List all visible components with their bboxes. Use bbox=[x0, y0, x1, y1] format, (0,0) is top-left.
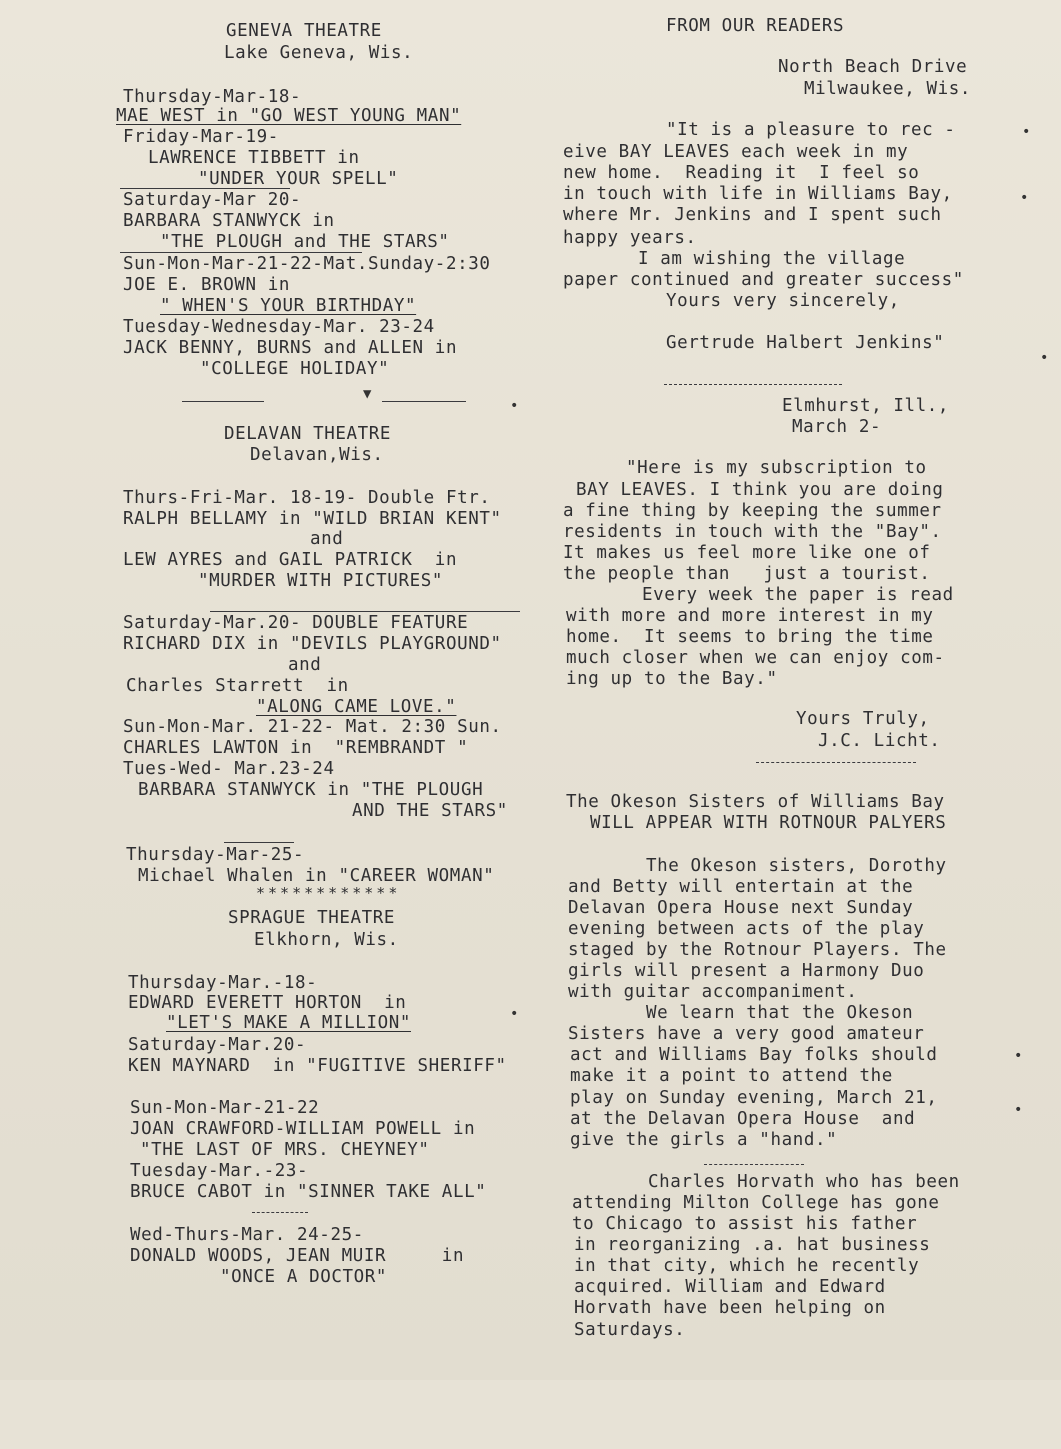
news-headline: WILL APPEAR WITH ROTNOUR PALYERS bbox=[590, 813, 947, 833]
letter-line: It makes us feel more like one of bbox=[563, 543, 931, 563]
listing-line: Wed-Thurs-Mar. 24-25- bbox=[130, 1225, 364, 1245]
news-line: give the girls a "hand." bbox=[570, 1130, 838, 1150]
news-line: We learn that the Okeson bbox=[646, 1003, 914, 1023]
letter-line: I am wishing the village bbox=[638, 249, 906, 269]
asterisk-divider: ************ bbox=[256, 884, 401, 902]
margin-mark: • bbox=[510, 398, 519, 414]
listing-line: LEW AYRES and GAIL PATRICK in bbox=[123, 550, 458, 570]
listing-line: Thursday-Mar-18- bbox=[123, 87, 302, 107]
listing-line: Saturday-Mar.20- bbox=[128, 1035, 307, 1055]
listing-line: Sun-Mon-Mar-21-22 bbox=[130, 1098, 320, 1118]
news-line: to Chicago to assist his father bbox=[572, 1214, 918, 1234]
section-divider bbox=[224, 842, 294, 843]
listing-line: JACK BENNY, BURNS and ALLEN in bbox=[123, 338, 458, 358]
letter-line: home. It seems to bring the time bbox=[566, 627, 934, 647]
letter-line: a fine thing by keeping the summer bbox=[563, 501, 942, 521]
news-line: Sisters have a very good amateur bbox=[568, 1024, 925, 1044]
letter1-signature: Gertrude Halbert Jenkins" bbox=[666, 333, 945, 353]
underline-rule bbox=[210, 611, 520, 612]
letter-line: ing up to the Bay." bbox=[566, 669, 778, 689]
delavan-theatre-name: DELAVAN THEATRE bbox=[224, 424, 392, 444]
listing-line: "ALONG CAME LOVE." bbox=[256, 697, 457, 717]
listing-line: CHARLES LAWTON in "REMBRANDT " bbox=[123, 738, 469, 758]
news-line: girls will present a Harmony Duo bbox=[568, 961, 925, 981]
news-line: Saturdays. bbox=[574, 1320, 686, 1340]
section-divider bbox=[182, 401, 264, 402]
news-line: act and Williams Bay folks should bbox=[570, 1045, 938, 1065]
margin-mark: • bbox=[1020, 190, 1029, 206]
listing-line: LAWRENCE TIBBETT in bbox=[148, 148, 360, 168]
letter-line: "It is a pleasure to rec - bbox=[666, 120, 956, 140]
listing-line: Saturday-Mar 20- bbox=[123, 190, 302, 210]
listing-line: BRUCE CABOT in "SINNER TAKE ALL" bbox=[130, 1182, 487, 1202]
listing-line: RICHARD DIX in "DEVILS PLAYGROUND" bbox=[123, 634, 502, 654]
readers-column bbox=[560, 0, 1023, 1344]
listing-line: Tuesday-Wednesday-Mar. 23-24 bbox=[123, 317, 435, 337]
news-line: Charles Horvath who has been bbox=[648, 1172, 960, 1192]
section-divider bbox=[756, 762, 916, 763]
section-divider bbox=[252, 1212, 308, 1213]
letter-line: BAY LEAVES. I think you are doing bbox=[576, 480, 944, 500]
listing-line: "MURDER WITH PICTURES" bbox=[198, 571, 443, 591]
listing-line: Friday-Mar-19- bbox=[123, 127, 279, 147]
listing-line: Charles Starrett in bbox=[126, 676, 349, 696]
listing-line: " WHEN'S YOUR BIRTHDAY" bbox=[160, 296, 417, 316]
geneva-theatre-place: Lake Geneva, Wis. bbox=[224, 43, 414, 63]
listing-line: and bbox=[288, 655, 322, 675]
letter-line: paper continued and greater success" bbox=[563, 270, 964, 290]
news-headline: The Okeson Sisters of Williams Bay bbox=[566, 792, 945, 812]
listing-line: "ONCE A DOCTOR" bbox=[220, 1267, 388, 1287]
margin-mark: • bbox=[1014, 1102, 1023, 1118]
news-line: acquired. William and Edward bbox=[574, 1277, 886, 1297]
news-line: in reorganizing .a. hat business bbox=[574, 1235, 931, 1255]
news-line: in that city, which he recently bbox=[574, 1256, 920, 1276]
news-line: Delavan Opera House next Sunday bbox=[568, 898, 914, 918]
listing-line: RALPH BELLAMY in "WILD BRIAN KENT" bbox=[123, 509, 502, 529]
news-line: play on Sunday evening, March 21, bbox=[570, 1088, 938, 1108]
news-line: and Betty will entertain at the bbox=[568, 877, 914, 897]
listing-line: DONALD WOODS, JEAN MUIR in bbox=[130, 1246, 465, 1266]
letter-line: happy years. bbox=[563, 228, 697, 248]
letter-line: the people than just a tourist. bbox=[563, 564, 931, 584]
news-line: with guitar accompaniment. bbox=[568, 982, 858, 1002]
section-divider bbox=[382, 401, 466, 402]
letter-line: much closer when we can enjoy com- bbox=[566, 648, 945, 668]
listing-line: Saturday-Mar.20- DOUBLE FEATURE bbox=[123, 613, 469, 633]
letter-line: where Mr. Jenkins and I spent such bbox=[563, 205, 942, 225]
underline-rule bbox=[120, 188, 290, 189]
listing-line: EDWARD EVERETT HORTON in bbox=[128, 993, 407, 1013]
letter-line: residents in touch with the "Bay". bbox=[563, 522, 942, 542]
news-line: staged by the Rotnour Players. The bbox=[568, 940, 947, 960]
listing-line: JOE E. BROWN in bbox=[123, 275, 291, 295]
listing-line: MAE WEST in "GO WEST YOUNG MAN" bbox=[116, 106, 462, 126]
news-line: The Okeson sisters, Dorothy bbox=[646, 856, 947, 876]
listing-line: Thurs-Fri-Mar. 18-19- Double Ftr. bbox=[123, 488, 491, 508]
listing-line: Thursday-Mar-25- bbox=[126, 845, 305, 865]
news-line: attending Milton College has gone bbox=[572, 1193, 940, 1213]
listing-line: JOAN CRAWFORD-WILLIAM POWELL in bbox=[130, 1119, 476, 1139]
letter1-address-line: North Beach Drive bbox=[778, 57, 968, 77]
letter-line: in touch with life in Williams Bay, bbox=[563, 184, 953, 204]
news-line: at the Delavan Opera House and bbox=[570, 1109, 916, 1129]
listing-line: Sun-Mon-Mar-21-22-Mat.Sunday-2:30 bbox=[123, 254, 491, 274]
letter-line: with more and more interest in my bbox=[566, 606, 934, 626]
listing-line: BARBARA STANWYCK in "THE PLOUGH bbox=[138, 780, 484, 800]
delavan-theatre-place: Delavan,Wis. bbox=[250, 445, 384, 465]
section-divider bbox=[704, 1164, 804, 1165]
listing-line: KEN MAYNARD in "FUGITIVE SHERIFF" bbox=[128, 1056, 507, 1076]
sprague-theatre-place: Elkhorn, Wis. bbox=[254, 930, 399, 950]
news-line: Horvath have been helping on bbox=[574, 1298, 886, 1318]
margin-mark: • bbox=[510, 1006, 519, 1022]
listing-line: BARBARA STANWYCK in bbox=[123, 211, 335, 231]
letter-line: eive BAY LEAVES each week in my bbox=[563, 142, 909, 162]
listing-line: and bbox=[310, 529, 344, 549]
letter2-address-line: Elmhurst, Ill., bbox=[782, 396, 950, 416]
listing-line: "THE PLOUGH and THE STARS" bbox=[160, 232, 450, 252]
listing-line: Michael Whalen in "CAREER WOMAN" bbox=[138, 866, 495, 886]
letter-line: new home. Reading it I feel so bbox=[563, 163, 920, 183]
letter-line: Yours Truly, bbox=[796, 709, 930, 729]
margin-mark: • bbox=[1014, 1048, 1023, 1064]
listing-line: "COLLEGE HOLIDAY" bbox=[200, 359, 390, 379]
letter-line: Every week the paper is read bbox=[642, 585, 954, 605]
section-divider bbox=[664, 384, 842, 385]
underline-rule bbox=[120, 252, 362, 253]
readers-heading: FROM OUR READERS bbox=[666, 16, 845, 36]
geneva-theatre-name: GENEVA THEATRE bbox=[226, 21, 382, 41]
listing-line: "THE LAST OF MRS. CHEYNEY" bbox=[140, 1140, 430, 1160]
letter1-address-line: Milwaukee, Wis. bbox=[804, 79, 972, 99]
listing-line: Tuesday-Mar.-23- bbox=[130, 1161, 309, 1181]
listing-line: "LET'S MAKE A MILLION" bbox=[166, 1013, 411, 1033]
margin-mark: • bbox=[1040, 350, 1049, 366]
divider-bullet: ▼ bbox=[363, 386, 373, 402]
news-line: evening between acts of the play bbox=[568, 919, 925, 939]
letter-line: "Here is my subscription to bbox=[626, 458, 927, 478]
letter2-address-line: March 2- bbox=[792, 417, 882, 437]
listing-line: Thursday-Mar.-18- bbox=[128, 973, 318, 993]
listing-line: Tues-Wed- Mar.23-24 bbox=[123, 759, 335, 779]
listing-line: Sun-Mon-Mar. 21-22- Mat. 2:30 Sun. bbox=[123, 717, 502, 737]
theatre-listings-column bbox=[116, 0, 560, 1449]
news-line: make it a point to attend the bbox=[570, 1066, 893, 1086]
letter2-signature: J.C. Licht. bbox=[818, 731, 941, 751]
sprague-theatre-name: SPRAGUE THEATRE bbox=[228, 908, 396, 928]
margin-mark: • bbox=[1022, 124, 1031, 140]
listing-line: "UNDER YOUR SPELL" bbox=[198, 169, 399, 189]
letter-line: Yours very sincerely, bbox=[666, 291, 900, 311]
listing-line: AND THE STARS" bbox=[352, 801, 508, 821]
